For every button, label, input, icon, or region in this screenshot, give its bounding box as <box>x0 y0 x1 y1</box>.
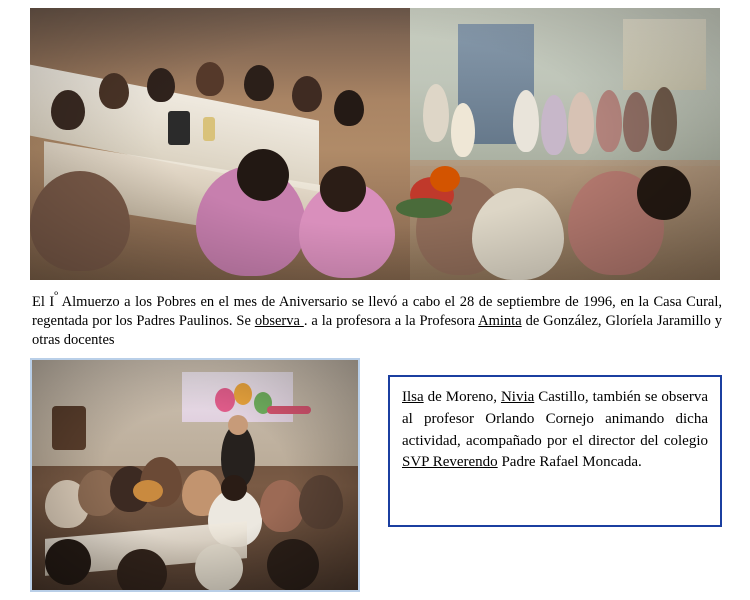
textbox-underlined-nivia: Nivia <box>500 389 535 405</box>
top-photo-scene <box>30 8 720 280</box>
bottom-photo-scene <box>32 360 358 590</box>
top-photo-vignette <box>30 8 720 280</box>
caption-top-part2: Almuerzo a los Pobres en el mes de Aniversario se llevó a cabo el 28 de septiembre de 1996, en la Casa Cural, regentada por los Padres Paulinos. Se <box>32 293 722 330</box>
caption-top-part1: El I <box>32 293 55 310</box>
bottom-photo-vignette <box>32 360 358 590</box>
photo-almuerzo-a-los-pobres <box>30 8 720 280</box>
textbox-part1: de Moreno, <box>423 389 501 405</box>
textbox-part3: Padre Rafael Moncada. <box>497 454 642 471</box>
textbox-part2: Castillo, también se observa al profesor Orlando Cornejo animando dicha actividad, acompañado por el director del colegio <box>402 389 708 449</box>
photo-actividad-colegio <box>30 358 360 592</box>
caption-top-part3: . a la profesora a la Profesora <box>303 313 479 330</box>
caption-top <box>32 288 722 351</box>
caption-top-underlined-aminta: Aminta <box>478 313 522 330</box>
text-box-descripcion <box>388 375 722 527</box>
caption-top-part4: de González, Gloríela Jaramillo y otras docentes <box>32 313 722 349</box>
caption-top-ordinal: º <box>54 289 58 303</box>
caption-top-underlined-observa: observa <box>254 313 304 330</box>
textbox-underlined-svp: SVP Reverendo <box>402 454 498 471</box>
text-box-paragraph <box>402 387 708 474</box>
textbox-underlined-ilsa: Ilsa <box>402 389 424 405</box>
